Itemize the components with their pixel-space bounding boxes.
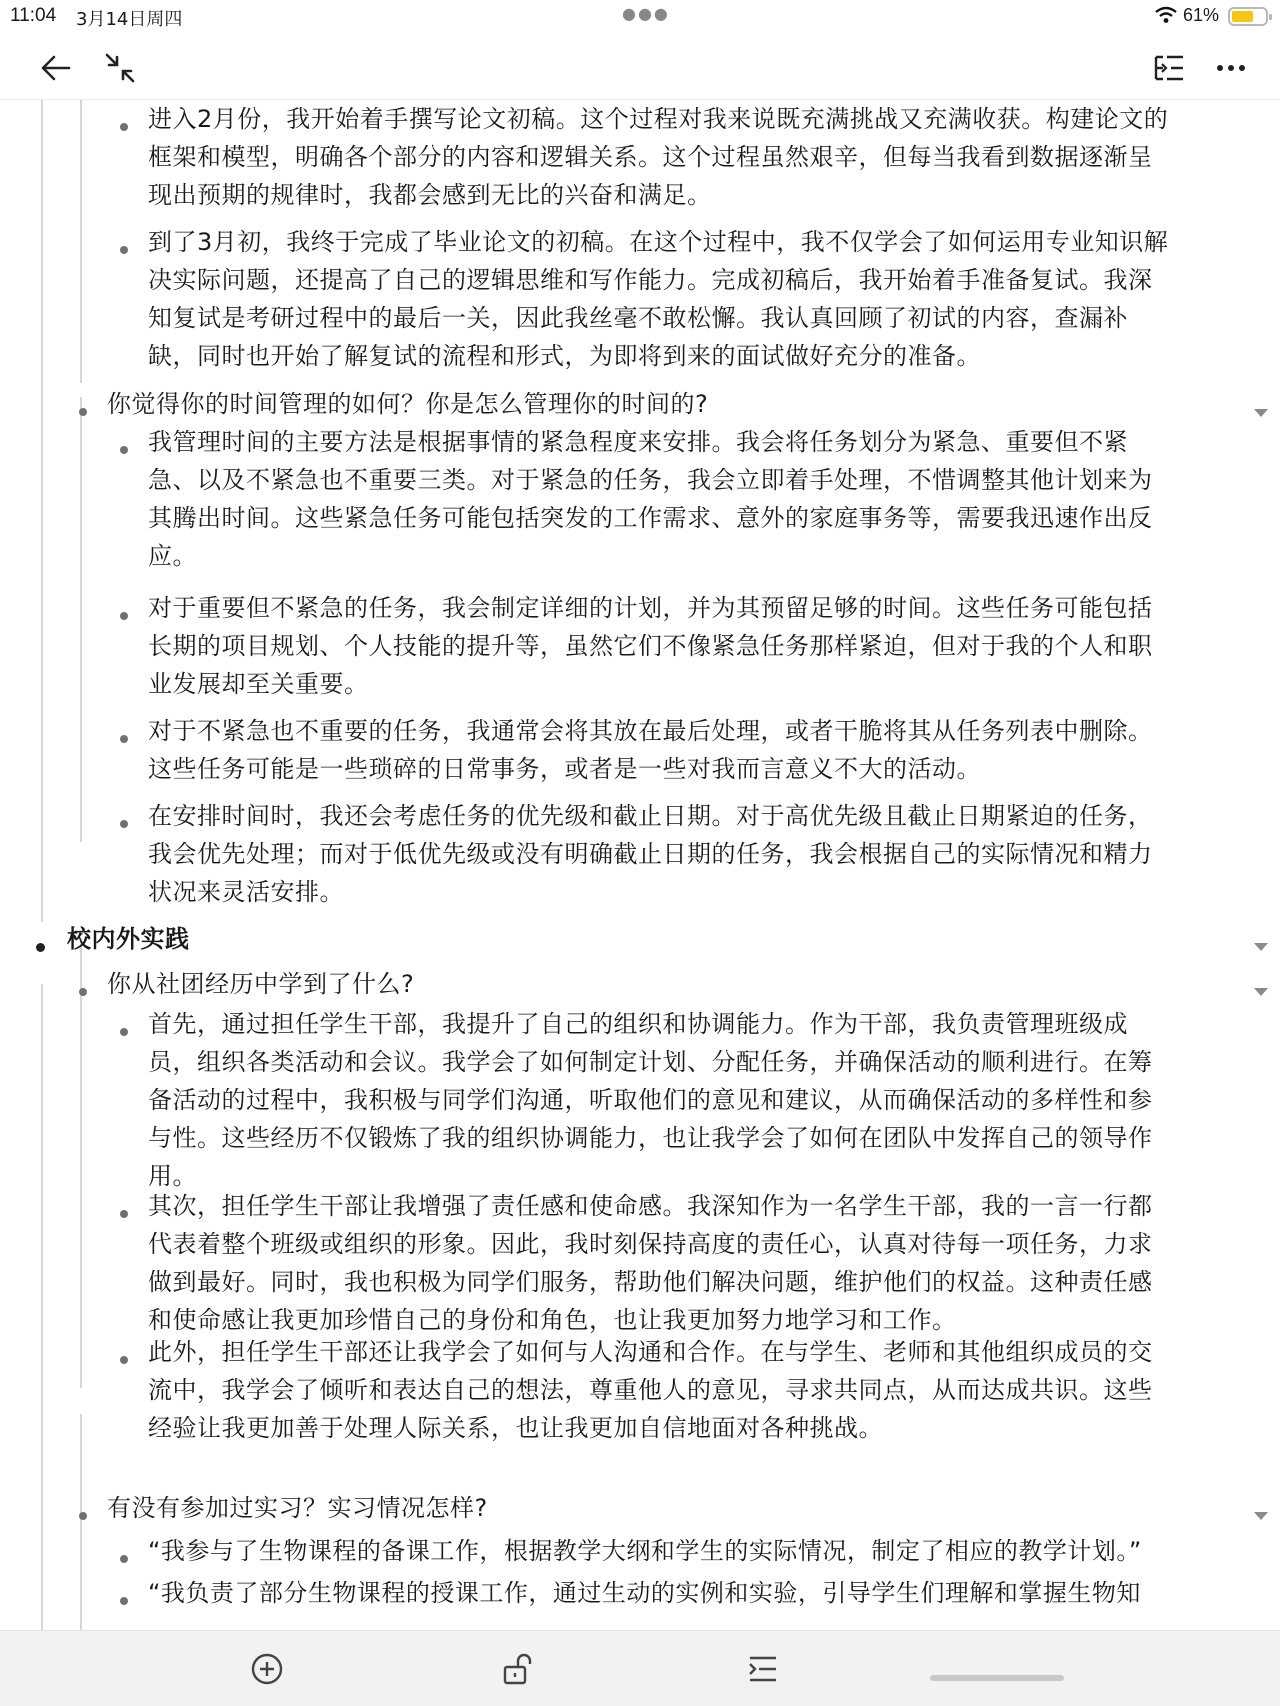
top-toolbar — [0, 36, 1280, 100]
outline-item[interactable] — [148, 100, 1168, 214]
item-line: 与性。这些经历不仅锻炼了我的组织协调能力，也让我学会了如何在团队中发挥自己的领导作 — [148, 1124, 1153, 1152]
home-indicator[interactable] — [930, 1675, 1064, 1681]
item-line: 和使命感让我更加珍惜自己的身份和角色，也让我更加努力地学习和工作。 — [148, 1306, 957, 1334]
list-bullet[interactable] — [120, 446, 128, 454]
section-title: 校内外实践 — [67, 925, 190, 953]
wifi-icon — [1155, 6, 1177, 28]
status-time: 11:04 — [10, 5, 57, 26]
back-button[interactable] — [34, 46, 78, 90]
outline-item[interactable] — [107, 1489, 488, 1527]
indent-guide — [41, 984, 43, 1630]
outline-document[interactable] — [0, 100, 1280, 1630]
indent-guide — [80, 1414, 82, 1630]
outline-item[interactable] — [148, 223, 1168, 375]
outline-item[interactable] — [148, 797, 1153, 911]
outline-item[interactable] — [148, 712, 1153, 788]
item-text: “我负责了部分生物课程的授课工作，通过生动的实例和实验，引导学生们理解和掌握生物知 — [148, 1579, 1141, 1607]
outline-item[interactable] — [148, 589, 1153, 703]
list-bullet[interactable] — [120, 1356, 128, 1364]
list-bullet[interactable] — [79, 1512, 87, 1520]
list-bullet[interactable] — [120, 612, 128, 620]
item-line: 到了3月初，我终于完成了毕业论文的初稿。在这个过程中，我不仅学会了如何运用专业知识解 — [148, 228, 1169, 256]
item-line: 备活动的过程中，我积极与同学们沟通，听取他们的意见和建议，从而确保活动的多样性和参 — [148, 1086, 1153, 1114]
unlock-icon — [501, 1652, 533, 1686]
outline-item[interactable] — [148, 423, 1153, 575]
list-bullet[interactable] — [120, 1210, 128, 1218]
arrow-left-icon — [41, 55, 71, 81]
outline-item[interactable] — [148, 1574, 1141, 1612]
item-line: 对于重要但不紧急的任务，我会制定详细的计划，并为其预留足够的时间。这些任务可能包括 — [148, 594, 1153, 622]
bottom-toolbar — [0, 1630, 1280, 1706]
outline-view-button[interactable] — [1147, 46, 1191, 90]
item-line: 业发展却至关重要。 — [148, 670, 369, 698]
add-node-button[interactable] — [245, 1647, 289, 1691]
item-line: 长期的项目规划、个人技能的提升等，虽然它们不像紧急任务那样紧迫，但对于我的个人和职 — [148, 632, 1153, 660]
outline-format-icon — [747, 1654, 779, 1684]
item-line: 此外，担任学生干部还让我学会了如何与人沟通和合作。在与学生、老师和其他组织成员的交 — [148, 1338, 1153, 1366]
item-line: 经验让我更加善于处理人际关系，也让我更加自信地面对各种挑战。 — [148, 1414, 883, 1442]
battery-percent: 61% — [1183, 5, 1220, 25]
indent-guide — [80, 938, 82, 1388]
collapse-button[interactable] — [98, 46, 142, 90]
outline-item[interactable] — [148, 1005, 1153, 1195]
item-line: 代表着整个班级或组织的形象。因此，我时刻保持高度的责任心，认真对待每一项任务，力求 — [148, 1230, 1153, 1258]
list-bullet[interactable] — [120, 820, 128, 828]
item-line: 缺，同时也开始了解复试的流程和形式，为即将到来的面试做好充分的准备。 — [148, 342, 981, 370]
outline-list-icon — [1153, 54, 1185, 82]
item-line: 进入2月份，我开始着手撰写论文初稿。这个过程对我来说既充满挑战又充满收获。构建论文的 — [148, 105, 1169, 133]
list-bullet[interactable] — [120, 1028, 128, 1036]
status-bar — [0, 0, 1280, 34]
item-line: 其腾出时间。这些紧急任务可能包括突发的工作需求、意外的家庭事务等，需要我迅速作出反 — [148, 504, 1153, 532]
item-line: 决实际问题，还提高了自己的逻辑思维和写作能力。完成初稿后，我开始着手准备复试。我深 — [148, 266, 1153, 294]
item-text: 你从社团经历中学到了什么? — [107, 970, 415, 998]
collapse-caret-icon[interactable] — [1254, 409, 1268, 417]
item-line: 我管理时间的主要方法是根据事情的紧急程度来安排。我会将任务划分为紧急、重要但不紧 — [148, 428, 1128, 456]
battery-fill — [1232, 11, 1253, 22]
outline-item[interactable] — [148, 1333, 1153, 1447]
lock-button[interactable] — [495, 1647, 539, 1691]
outline-item[interactable] — [107, 385, 708, 423]
item-line: 应。 — [148, 542, 197, 570]
collapse-caret-icon[interactable] — [1254, 988, 1268, 996]
item-line: 员，组织各类活动和会议。我学会了如何制定计划、分配任务，并确保活动的顺利进行。在筹 — [148, 1048, 1153, 1076]
collapse-arrows-icon — [104, 52, 136, 84]
format-button[interactable] — [741, 1647, 785, 1691]
list-bullet[interactable] — [120, 1555, 128, 1563]
item-line: 在安排时间时，我还会考虑任务的优先级和截止日期。对于高优先级且截止日期紧迫的任务， — [148, 802, 1153, 830]
more-horizontal-icon — [1216, 64, 1246, 72]
outline-item[interactable] — [148, 1532, 1142, 1570]
list-bullet[interactable] — [36, 943, 45, 952]
multitask-dots-icon[interactable]: ●●● — [622, 4, 670, 23]
list-bullet[interactable] — [120, 1597, 128, 1605]
indent-guide — [41, 100, 43, 922]
indent-guide — [80, 397, 82, 842]
item-line: 急、以及不紧急也不重要三类。对于紧急的任务，我会立即着手处理，不惜调整其他计划来为 — [148, 466, 1153, 494]
item-line: 首先，通过担任学生干部，我提升了自己的组织和协调能力。作为干部，我负责管理班级成 — [148, 1010, 1128, 1038]
item-line: 框架和模型，明确各个部分的内容和逻辑关系。这个过程虽然艰辛，但每当我看到数据逐渐呈 — [148, 143, 1153, 171]
item-line: 现出预期的规律时，我都会感到无比的兴奋和满足。 — [148, 181, 712, 209]
item-text: “我参与了生物课程的备课工作，根据教学大纲和学生的实际情况，制定了相应的教学计划。” — [148, 1537, 1142, 1565]
item-line: 状况来灵活安排。 — [148, 878, 344, 906]
outline-item[interactable] — [148, 1187, 1153, 1339]
list-bullet[interactable] — [79, 988, 87, 996]
item-line: 其次，担任学生干部让我增强了责任感和使命感。我深知作为一名学生干部，我的一言一行都 — [148, 1192, 1153, 1220]
collapse-caret-icon[interactable] — [1254, 943, 1268, 951]
outline-item[interactable] — [107, 965, 414, 1003]
list-bullet[interactable] — [120, 735, 128, 743]
collapse-caret-icon[interactable] — [1254, 1512, 1268, 1520]
list-bullet[interactable] — [120, 123, 128, 131]
item-text: 你觉得你的时间管理的如何？你是怎么管理你的时间的? — [107, 390, 709, 418]
list-bullet[interactable] — [120, 246, 128, 254]
more-button[interactable] — [1209, 46, 1253, 90]
status-date: 3月14日周四 — [76, 9, 183, 30]
indent-guide — [80, 100, 82, 383]
item-line: 对于不紧急也不重要的任务，我通常会将其放在最后处理，或者干脆将其从任务列表中删除。 — [148, 717, 1153, 745]
item-text: 有没有参加过实习？实习情况怎样? — [107, 1494, 488, 1522]
item-line: 流中，我学会了倾听和表达自己的想法，尊重他人的意见，寻求共同点，从而达成共识。这些 — [148, 1376, 1153, 1404]
item-line: 这些任务可能是一些琐碎的日常事务，或者是一些对我而言意义不大的活动。 — [148, 755, 981, 783]
item-line: 用。 — [148, 1162, 197, 1190]
item-line: 我会优先处理；而对于低优先级或没有明确截止日期的任务，我会根据自己的实际情况和精力 — [148, 840, 1153, 868]
battery-cap — [1269, 14, 1272, 20]
battery-icon — [1228, 7, 1268, 26]
item-line: 做到最好。同时，我也积极为同学们服务，帮助他们解决问题，维护他们的权益。这种责任感 — [148, 1268, 1153, 1296]
outline-item-heading[interactable] — [67, 920, 190, 958]
item-line: 知复试是考研过程中的最后一关，因此我丝毫不敢松懈。我认真回顾了初试的内容，查漏补 — [148, 304, 1128, 332]
plus-circle-icon — [250, 1652, 284, 1686]
list-bullet[interactable] — [79, 408, 87, 416]
